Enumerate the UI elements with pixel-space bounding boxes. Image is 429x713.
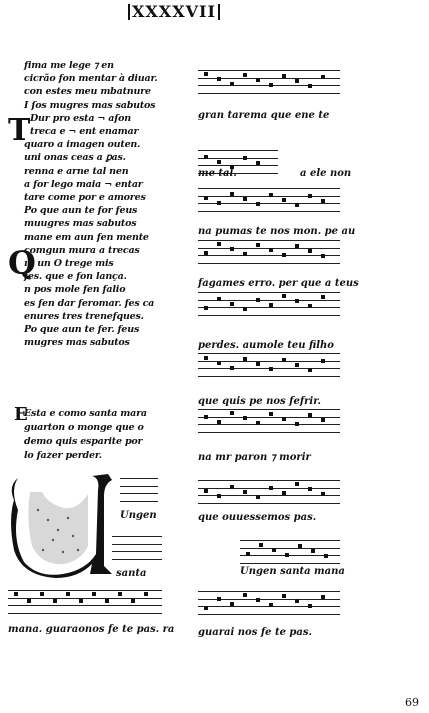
neume-note <box>269 486 273 490</box>
neume-note <box>256 243 260 247</box>
neume-note <box>321 359 325 363</box>
neume-note <box>204 489 208 493</box>
neume-note <box>295 203 299 207</box>
neume-note <box>243 73 247 77</box>
left-text-line: treca e ¬ ent enamar <box>30 126 139 137</box>
neume-note <box>308 249 312 253</box>
left-text-line: renna e arne tal nen <box>24 165 129 177</box>
left-text-line: con estes meu mbatnure <box>24 86 151 98</box>
neume-note <box>311 549 315 553</box>
neume-note <box>204 72 208 76</box>
lyric-line: fagames erro. per que a teus <box>198 278 359 289</box>
neume-note <box>269 367 273 371</box>
neume-note <box>321 595 325 599</box>
neume-note <box>204 155 208 159</box>
neume-note <box>282 198 286 202</box>
neume-note <box>217 160 221 164</box>
lyric-line: guarai nos fe te pas. <box>198 627 313 638</box>
neume-note <box>230 247 234 251</box>
music-staff <box>198 70 340 94</box>
lyric-line: na pumas te nos mon. pe au <box>198 226 356 237</box>
neume-note <box>272 548 276 552</box>
neume-note <box>308 604 312 608</box>
neume-note <box>204 356 208 360</box>
neume-note <box>269 303 273 307</box>
neume-note <box>295 363 299 367</box>
left-text-line: ın un O trege mis <box>24 258 114 269</box>
neume-note <box>308 304 312 308</box>
neume-note <box>66 592 70 596</box>
neume-note <box>243 357 247 361</box>
neume-note <box>204 196 208 200</box>
neume-note <box>308 413 312 417</box>
neume-note <box>230 82 234 86</box>
neume-note <box>321 295 325 299</box>
neume-note <box>256 495 260 499</box>
neume-note <box>308 368 312 372</box>
neume-note <box>256 421 260 425</box>
neume-note <box>204 251 208 255</box>
left-text-line: n pos mole fen falio <box>24 284 126 296</box>
neume-note <box>144 592 148 596</box>
neume-note <box>230 302 234 306</box>
lyric-line: na mr paron ⁊ morir <box>198 452 311 463</box>
neume-note <box>256 362 260 366</box>
neume-note <box>217 420 221 424</box>
rubric-line: demo quis esparite por <box>24 436 143 447</box>
left-text-line: uni onas ceas a ꝑas. <box>24 152 126 164</box>
neume-note <box>256 298 260 302</box>
left-text-line: cicrão fon mentar à diuar. <box>24 73 158 85</box>
folio-heading: XXXXVII <box>128 2 220 22</box>
neume-note <box>282 491 286 495</box>
neume-note <box>14 592 18 596</box>
neume-note <box>285 553 289 557</box>
neume-note <box>217 597 221 601</box>
neume-note <box>118 592 122 596</box>
left-text-line: comgun mura a trecas <box>24 244 140 256</box>
neume-note <box>321 254 325 258</box>
initial-letter-e: E <box>14 404 28 425</box>
lyric-line: que quis pe nos fefrir. <box>198 396 322 407</box>
neume-note <box>204 306 208 310</box>
neume-note <box>53 599 57 603</box>
neume-note <box>321 418 325 422</box>
neume-note <box>243 490 247 494</box>
left-text-line: Po que aun te for feus <box>24 205 138 217</box>
left-text-line: Po que aun te fer. feus <box>24 324 140 335</box>
lyric-line: Ungen santa mana <box>240 566 345 577</box>
neume-note <box>269 83 273 87</box>
lyric-line: perdes. aumole teu filho <box>198 340 334 351</box>
neume-note <box>282 253 286 257</box>
neume-note <box>295 244 299 248</box>
left-text-line: I ſos mugres mas sabutos <box>24 99 156 111</box>
music-staff <box>112 536 162 560</box>
neume-note <box>282 417 286 421</box>
lyric-line: gran tarema que ene te <box>198 110 330 121</box>
neume-note <box>298 544 302 548</box>
neume-note <box>243 156 247 160</box>
neume-note <box>243 307 247 311</box>
neume-note <box>256 202 260 206</box>
neume-note <box>217 242 221 246</box>
neume-note <box>282 74 286 78</box>
neume-note <box>230 192 234 196</box>
neume-note <box>243 252 247 256</box>
neume-note <box>321 199 325 203</box>
lyric-santa-left: santa <box>116 568 147 579</box>
left-text-line: mugres mas sabutos <box>24 337 130 349</box>
neume-note <box>230 485 234 489</box>
lyric-line: me tal. <box>198 168 237 179</box>
left-text-line: muugres mas sabutos <box>24 218 137 230</box>
music-staff <box>120 478 158 502</box>
neume-note <box>269 603 273 607</box>
neume-note <box>282 594 286 598</box>
neume-note <box>79 599 83 603</box>
lyric-line: que ouuessemos pas. <box>198 512 317 523</box>
neume-note <box>230 602 234 606</box>
left-text-line: mane em aun fen mente <box>24 231 149 243</box>
music-staff <box>198 188 340 212</box>
neume-note <box>256 78 260 82</box>
lyric-line: a ele non <box>300 168 352 179</box>
neume-note <box>246 552 250 556</box>
rubric-line: Esta e como santa mara <box>24 408 147 419</box>
neume-note <box>243 593 247 597</box>
neume-note <box>324 554 328 558</box>
neume-note <box>295 79 299 83</box>
neume-note <box>204 606 208 610</box>
left-text-line: Dur pro esta ¬ aſon <box>30 112 131 124</box>
lyric-ungen-left: Ungen <box>120 510 157 521</box>
neume-note <box>131 599 135 603</box>
neume-note <box>217 361 221 365</box>
left-text-line: fes. que e fon lança. <box>24 271 127 283</box>
left-text-line: es fen dar feromar. fes ca <box>24 297 155 309</box>
neume-note <box>295 299 299 303</box>
rubric-line: guarton o monge que o <box>24 422 144 433</box>
music-staff <box>198 353 340 377</box>
neume-note <box>321 75 325 79</box>
neume-note <box>217 494 221 498</box>
rubric-line: lo fazer perder. <box>24 450 102 461</box>
neume-note <box>282 358 286 362</box>
neume-note <box>230 411 234 415</box>
neume-note <box>217 77 221 81</box>
neume-note <box>269 248 273 252</box>
initial-letter-q: Q <box>8 244 36 282</box>
neume-note <box>243 197 247 201</box>
neume-note <box>243 416 247 420</box>
neume-note <box>259 543 263 547</box>
music-staff <box>240 540 340 564</box>
left-text-line: a for lego maia ¬ entar <box>24 178 143 190</box>
neume-note <box>256 161 260 165</box>
left-text-line: fima me lege ⁊ en <box>24 60 114 71</box>
music-staff <box>8 590 162 614</box>
neume-note <box>269 193 273 197</box>
neume-note <box>295 482 299 486</box>
neume-note <box>269 412 273 416</box>
neume-note <box>92 592 96 596</box>
neume-note <box>308 194 312 198</box>
neume-note <box>308 84 312 88</box>
lyric-line-left-bottom: mana. guaraonos fe te pas. ra <box>8 624 175 635</box>
neume-note <box>217 297 221 301</box>
neume-note <box>230 366 234 370</box>
left-text-line: tare come por e amores <box>24 192 146 203</box>
neume-note <box>105 599 109 603</box>
illuminated-initial-u <box>8 470 118 580</box>
page-number: 69 <box>405 696 419 709</box>
neume-note <box>282 294 286 298</box>
neume-note <box>295 422 299 426</box>
neume-note <box>27 599 31 603</box>
left-text-line: enures tres trenefques. <box>24 310 144 322</box>
neume-note <box>40 592 44 596</box>
neume-note <box>308 487 312 491</box>
neume-note <box>217 201 221 205</box>
initial-letter-t: T <box>8 113 31 148</box>
neume-note <box>256 598 260 602</box>
neume-note <box>295 599 299 603</box>
left-text-line: quaro a imagen outen. <box>24 139 141 151</box>
neume-note <box>321 492 325 496</box>
neume-note <box>204 415 208 419</box>
music-staff <box>198 480 340 504</box>
